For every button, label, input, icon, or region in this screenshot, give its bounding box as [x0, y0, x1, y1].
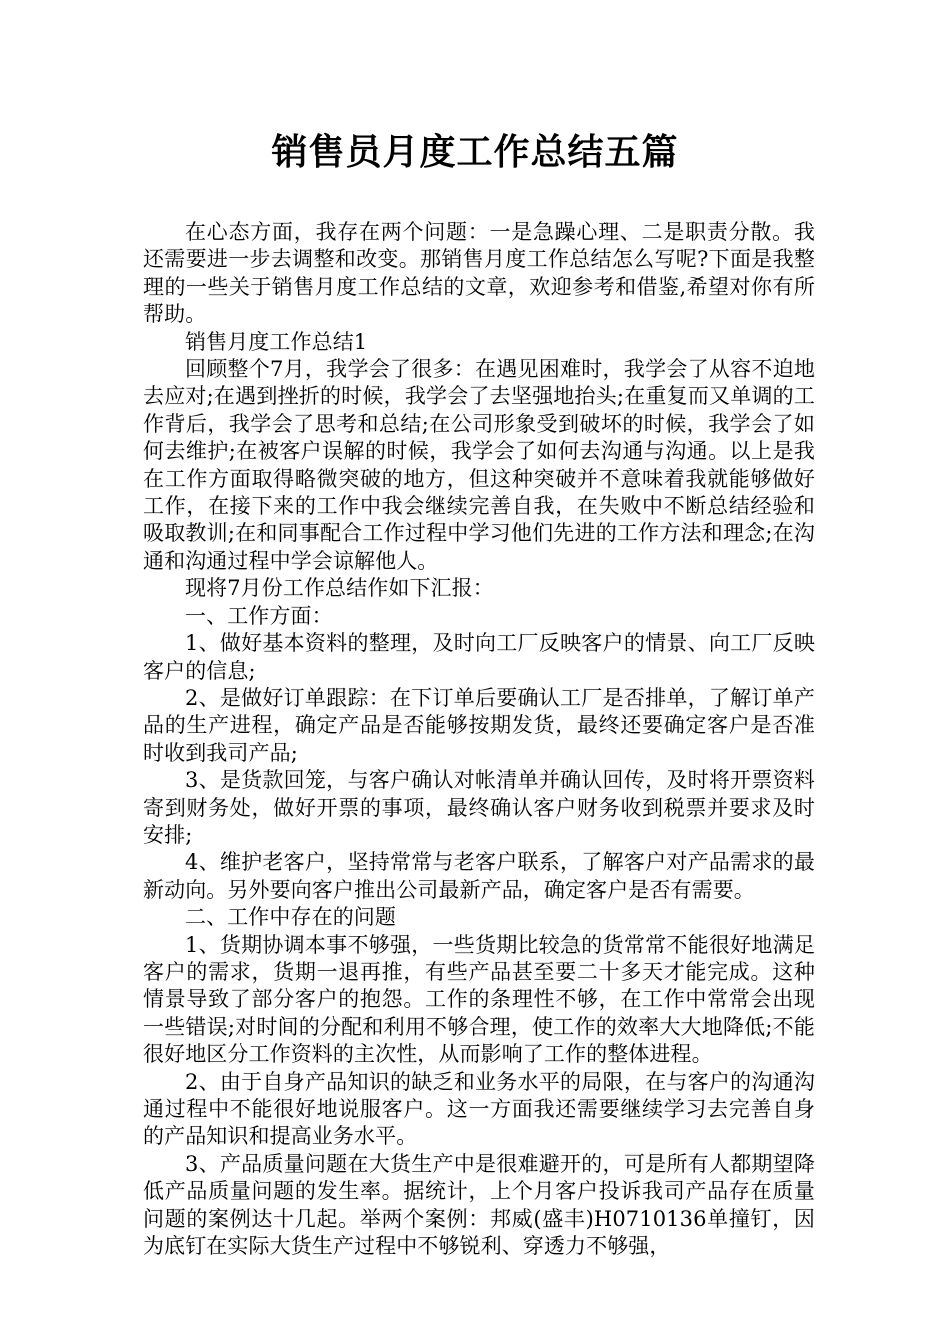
document-body [143, 219, 815, 1260]
section-heading: 一、工作方面： [185, 603, 333, 628]
list-item: 3、是货款回笼，与客户确认对帐清单并确认回传，及时将开票资料寄到财务处，做好开票的事项，最终确认客户财务收到税票并要求及时安排; [143, 768, 815, 847]
list-item: 3、产品质量问题在大货生产中是很难避开的，可是所有人都期望降低产品质量问题的发生率。据统计，上个月客户投诉我司产品存在质量问题的案例达十几起。举两个案例：邦威(盛丰)H0710136单撞钉，因为底钉在实际大货生产过程中不够锐利、穿透力不够强， [143, 1151, 815, 1259]
list-item: 2、由于自身产品知识的缺乏和业务水平的局限，在与客户的沟通沟通过程中不能很好地说服客户。这一方面我还需要继续学习去完善自身的产品知识和提高业务水平。 [143, 1069, 815, 1149]
section-heading: 二、工作中存在的问题 [185, 905, 396, 930]
list-item: 1、货期协调本事不够强，一些货期比较急的货常常不能很好地满足客户的需求，货期一退再推，有些产品甚至要二十多天才能完成。这种情景导致了部分客户的抱怨。工作的条理性不够，在工作中常常会出现一些错误;对时间的分配和利用不够合理，使工作的效率大大地降低;不能很好地区分工作资料的主次性，从而影响了工作的整体进程。 [143, 932, 815, 1067]
list-item: 1、做好基本资料的整理，及时向工厂反映客户的情景、向工厂反映客户的信息; [143, 631, 815, 683]
list-item: 2、是做好订单跟踪：在下订单后要确认工厂是否排单，了解订单产品的生产进程，确定产品是否能够按期发货，最终还要确定客户是否准时收到我司产品; [143, 685, 815, 765]
paragraph: 现将7月份工作总结作如下汇报： [185, 576, 494, 601]
document-title: 销售员月度工作总结五篇 [271, 132, 679, 173]
section-heading: 销售月度工作总结1 [185, 329, 368, 354]
paragraph: 回顾整个7月，我学会了很多：在遇见困难时，我学会了从容不迫地去应对;在遇到挫折的时候，我学会了去坚强地抬头;在重复而又单调的工作背后，我学会了思考和总结;在公司形象受到破坏的时候，我学会了如何去维护;在被客户误解的时候，我学会了如何去沟通与沟通。以上是我在工作方面取得略微突破的地方，但这种突破并不意味着我就能够做好工作，在接下来的工作中我会继续完善自我，在失败中不断总结经验和吸取教训;在和同事配合工作过程中学习他们先进的工作方法和理念;在沟通和沟通过程中学会谅解他人。 [143, 357, 815, 573]
list-item: 4、维护老客户，坚持常常与老客户联系，了解客户对产品需求的最新动向。另外要向客户推出公司最新产品，确定客户是否有需要。 [143, 850, 815, 902]
paragraph-intro: 在心态方面，我存在两个问题：一是急躁心理、二是职责分散。我还需要进一步去调整和改变。那销售月度工作总结怎么写呢?下面是我整理的一些关于销售月度工作总结的文章，欢迎参考和借鉴,希望对你有所帮助。 [143, 220, 815, 327]
